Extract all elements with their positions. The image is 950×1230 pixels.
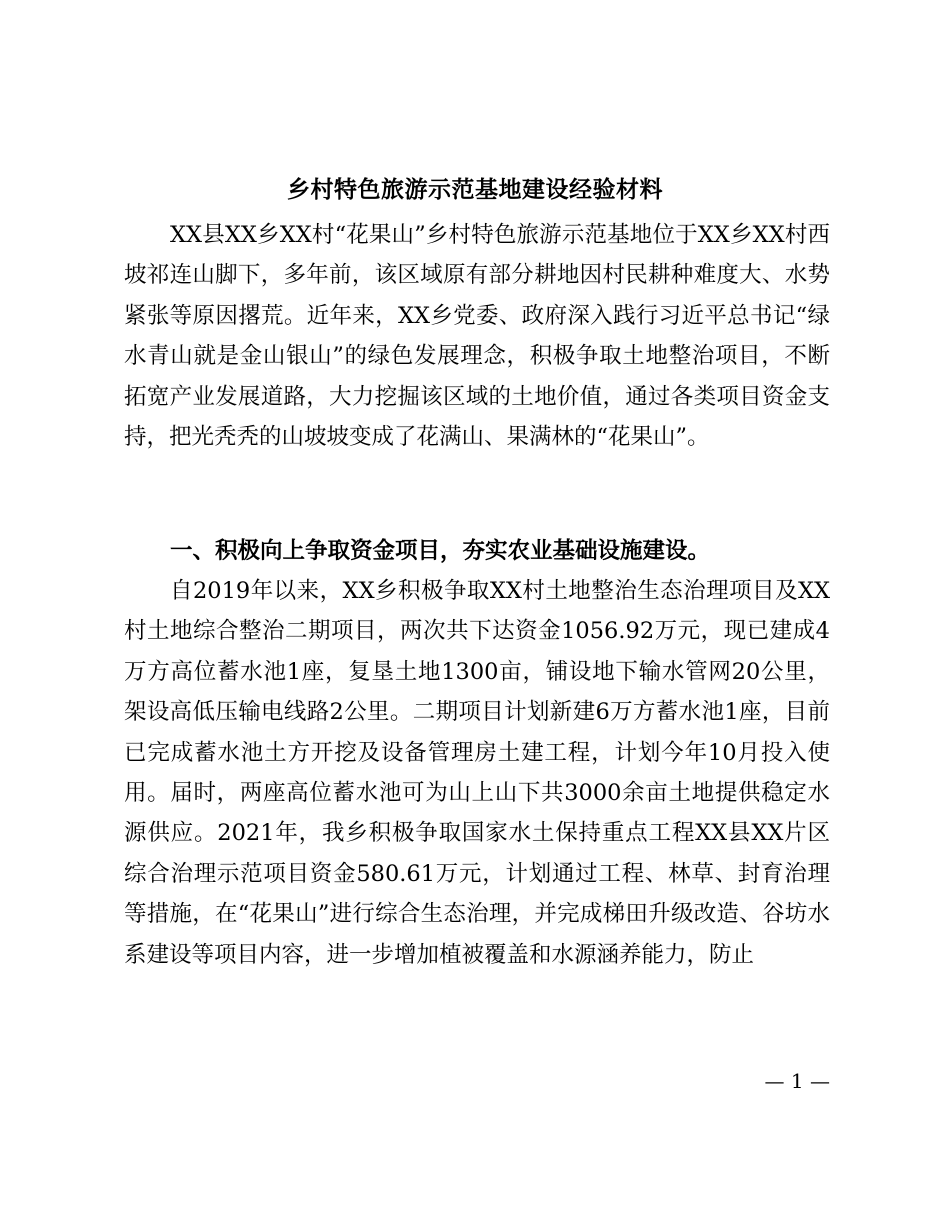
document-title: 乡村特色旅游示范基地建设经验材料	[287, 176, 663, 203]
section-paragraph: 自2019年以来，XX乡积极争取XX村土地整治生态治理项目及XX村土地综合整治二期项目，两次共下达资金1056.92万元，现已建成4万方高位蓄水池1座，复垦土地1300亩，铺设地下输水管网20公里，架设高低压输电线路2公里。二期项目计划新建6万方蓄水池1座，目前已完成蓄水池土方开挖及设备管理房土建工程，计划今年10月投入使用。届时，两座高位蓄水池可为山上山下共3000余亩土地提供稳定水源供应。2021年，我乡积极争取国家水土保持重点工程XX县XX片区综合治理示范项目资金580.61万元，计划通过工程、林草、封育治理等措施，在“花果山”进行综合生态治理，并完成梯田升级改造、谷坊水系建设等项目内容，进一步增加植被覆盖和水源涵养能力，防止	[124, 578, 830, 968]
section-heading: 一、积极向上争取资金项目，夯实农业基础设施建设。	[170, 538, 711, 564]
page-number: — 1 —	[764, 1069, 830, 1093]
intro-paragraph: XX县XX乡XX村“花果山”乡村特色旅游示范基地位于XX乡XX村西坡祁连山脚下，多年前，该区域原有部分耕地因村民耕种难度大、水势紧张等原因撂荒。近年来，XX乡党委、政府深入践行习近平总书记“绿水青山就是金山银山”的绿色发展理念，积极争取土地整治项目，不断拓宽产业发展道路，大力挖掘该区域的土地价值，通过各类项目资金支持，把光秃秃的山坡坡变成了花满山、果满林的“花果山”。	[124, 222, 830, 451]
